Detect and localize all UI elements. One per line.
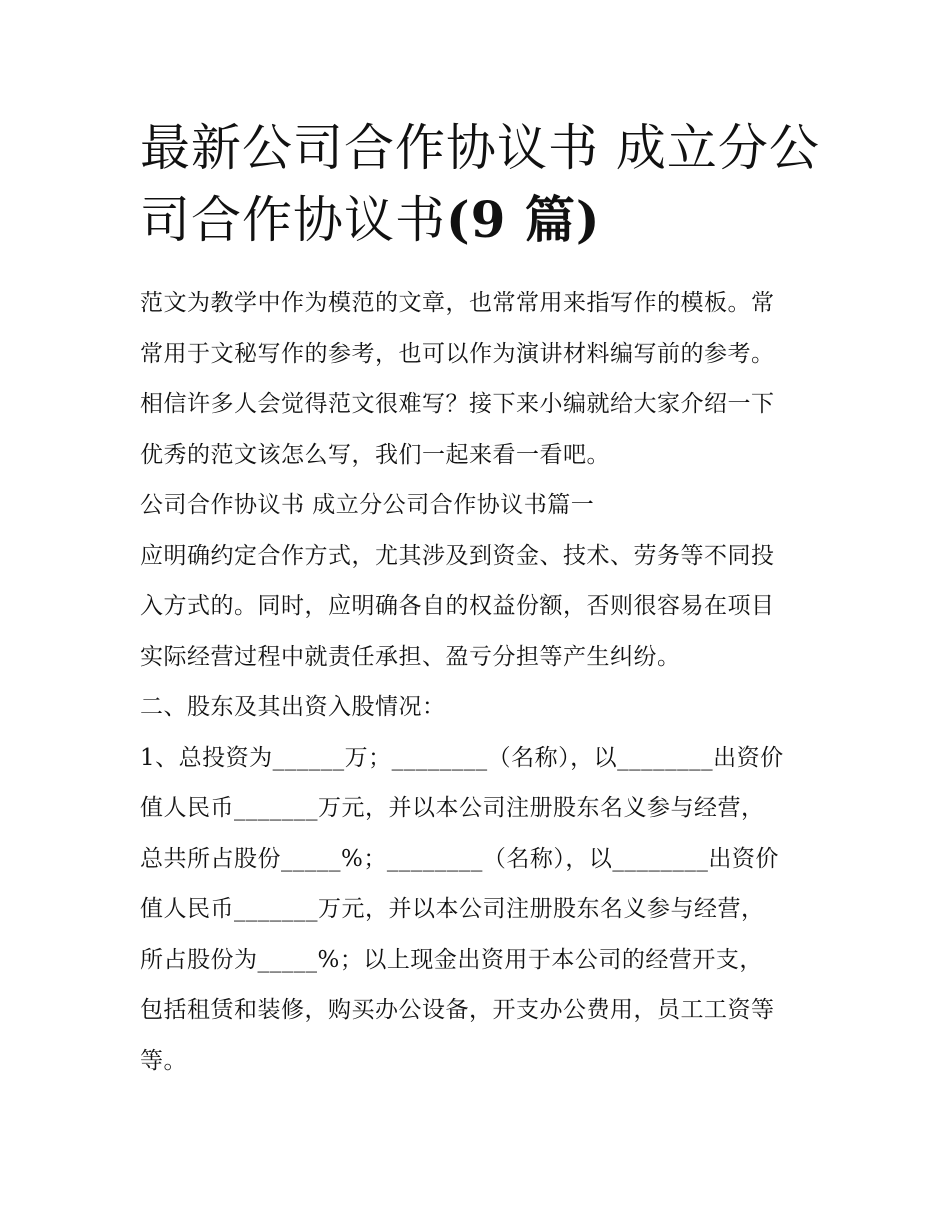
paragraph-line: 相信许多人会觉得范文很难写？接下来小编就给大家介绍一下 [140,391,775,417]
section-heading: 公司合作协议书 成立分公司合作协议书篇一 [140,492,595,518]
title-line-1: 最新公司合作协议书 成立分公 [140,119,820,177]
paragraph-line: 包括租赁和装修，购买办公设备，开支办公费用，员工工资等 [140,997,775,1023]
paragraph-line: 值人民币_______万元，并以本公司注册股东名义参与经营， [140,896,765,922]
document-title [140,112,820,256]
paragraph-line: 应明确约定合作方式，尤其涉及到资金、技术、劳务等不同投 [140,542,775,569]
paragraph-line: 所占股份为_____%；以上现金出资用于本公司的经营开支， [140,946,763,973]
paragraph-line: 1、总投资为______万；________（名称），以________出资价 [140,744,784,771]
paragraph-line: 总共所占股份_____%；________（名称），以________出资价 [140,845,779,872]
document-body [140,278,820,1086]
paragraph-line: 优秀的范文该怎么写，我们一起来看一看吧。 [140,441,610,468]
paragraph-line: 入方式的。同时，应明确各自的权益份额，否则很容易在项目 [140,593,775,619]
paragraph-line: 值人民币_______万元，并以本公司注册股东名义参与经营， [140,795,765,821]
section-heading: 二、股东及其出资入股情况： [140,694,446,720]
paragraph-line: 范文为教学中作为模范的文章，也常常用来指写作的模板。常 [140,290,775,316]
title-line-2: 司合作协议书 [140,191,446,249]
paragraph-line: 实际经营过程中就责任承担、盈亏分担等产生纠纷。 [140,643,681,670]
paragraph-line: 等。 [140,1047,187,1074]
title-count: (9 篇) [446,190,601,249]
paragraph-line: 常用于文秘写作的参考，也可以作为演讲材料编写前的参考。 [140,340,775,367]
